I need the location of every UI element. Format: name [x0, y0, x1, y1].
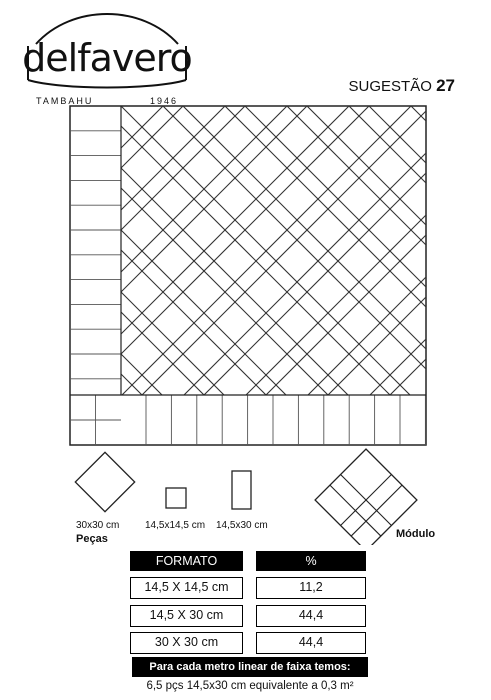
table-percent-cell: 11,2 — [256, 577, 366, 599]
table-format-cell: 14,5 X 30 cm — [130, 605, 243, 627]
suggestion-number: 27 — [436, 76, 455, 95]
diagonal-line — [425, 106, 491, 460]
table-format-cell: 14,5 X 14,5 cm — [130, 577, 243, 599]
brand-name: delfavero — [22, 36, 192, 80]
table-header-format: FORMATO — [130, 551, 243, 571]
piece-30x30-caption: 30x30 cm — [76, 520, 120, 531]
table-header-percent: % — [256, 551, 366, 571]
brand-year: 1946 — [150, 96, 179, 106]
module-label: Módulo — [396, 528, 436, 540]
piece-14x30-caption: 14,5x30 cm — [216, 520, 268, 531]
table-percent-cell: 44,4 — [256, 605, 366, 627]
brand-city: TAMBAHU — [36, 96, 94, 106]
piece-14x14-caption: 14,5x14,5 cm — [145, 520, 206, 531]
diagonal-line — [431, 106, 491, 460]
suggestion-label: SUGESTÃO — [348, 78, 432, 95]
footer-title: Para cada metro linear de faixa temos: — [132, 657, 368, 677]
piece-14x14-icon — [166, 488, 186, 508]
piece-30x30-icon — [75, 452, 134, 511]
diagonal-line — [0, 106, 59, 460]
footer-note: 6,5 pçs 14,5x30 cm equivalente a 0,3 m² — [146, 680, 354, 692]
pieces-label: Peças — [76, 533, 108, 545]
table-format-cell: 30 X 30 cm — [130, 632, 243, 654]
table-percent-cell: 44,4 — [256, 632, 366, 654]
diagonal-line — [473, 106, 491, 460]
piece-14x30-icon — [232, 471, 251, 509]
diagonal-line — [0, 106, 39, 460]
